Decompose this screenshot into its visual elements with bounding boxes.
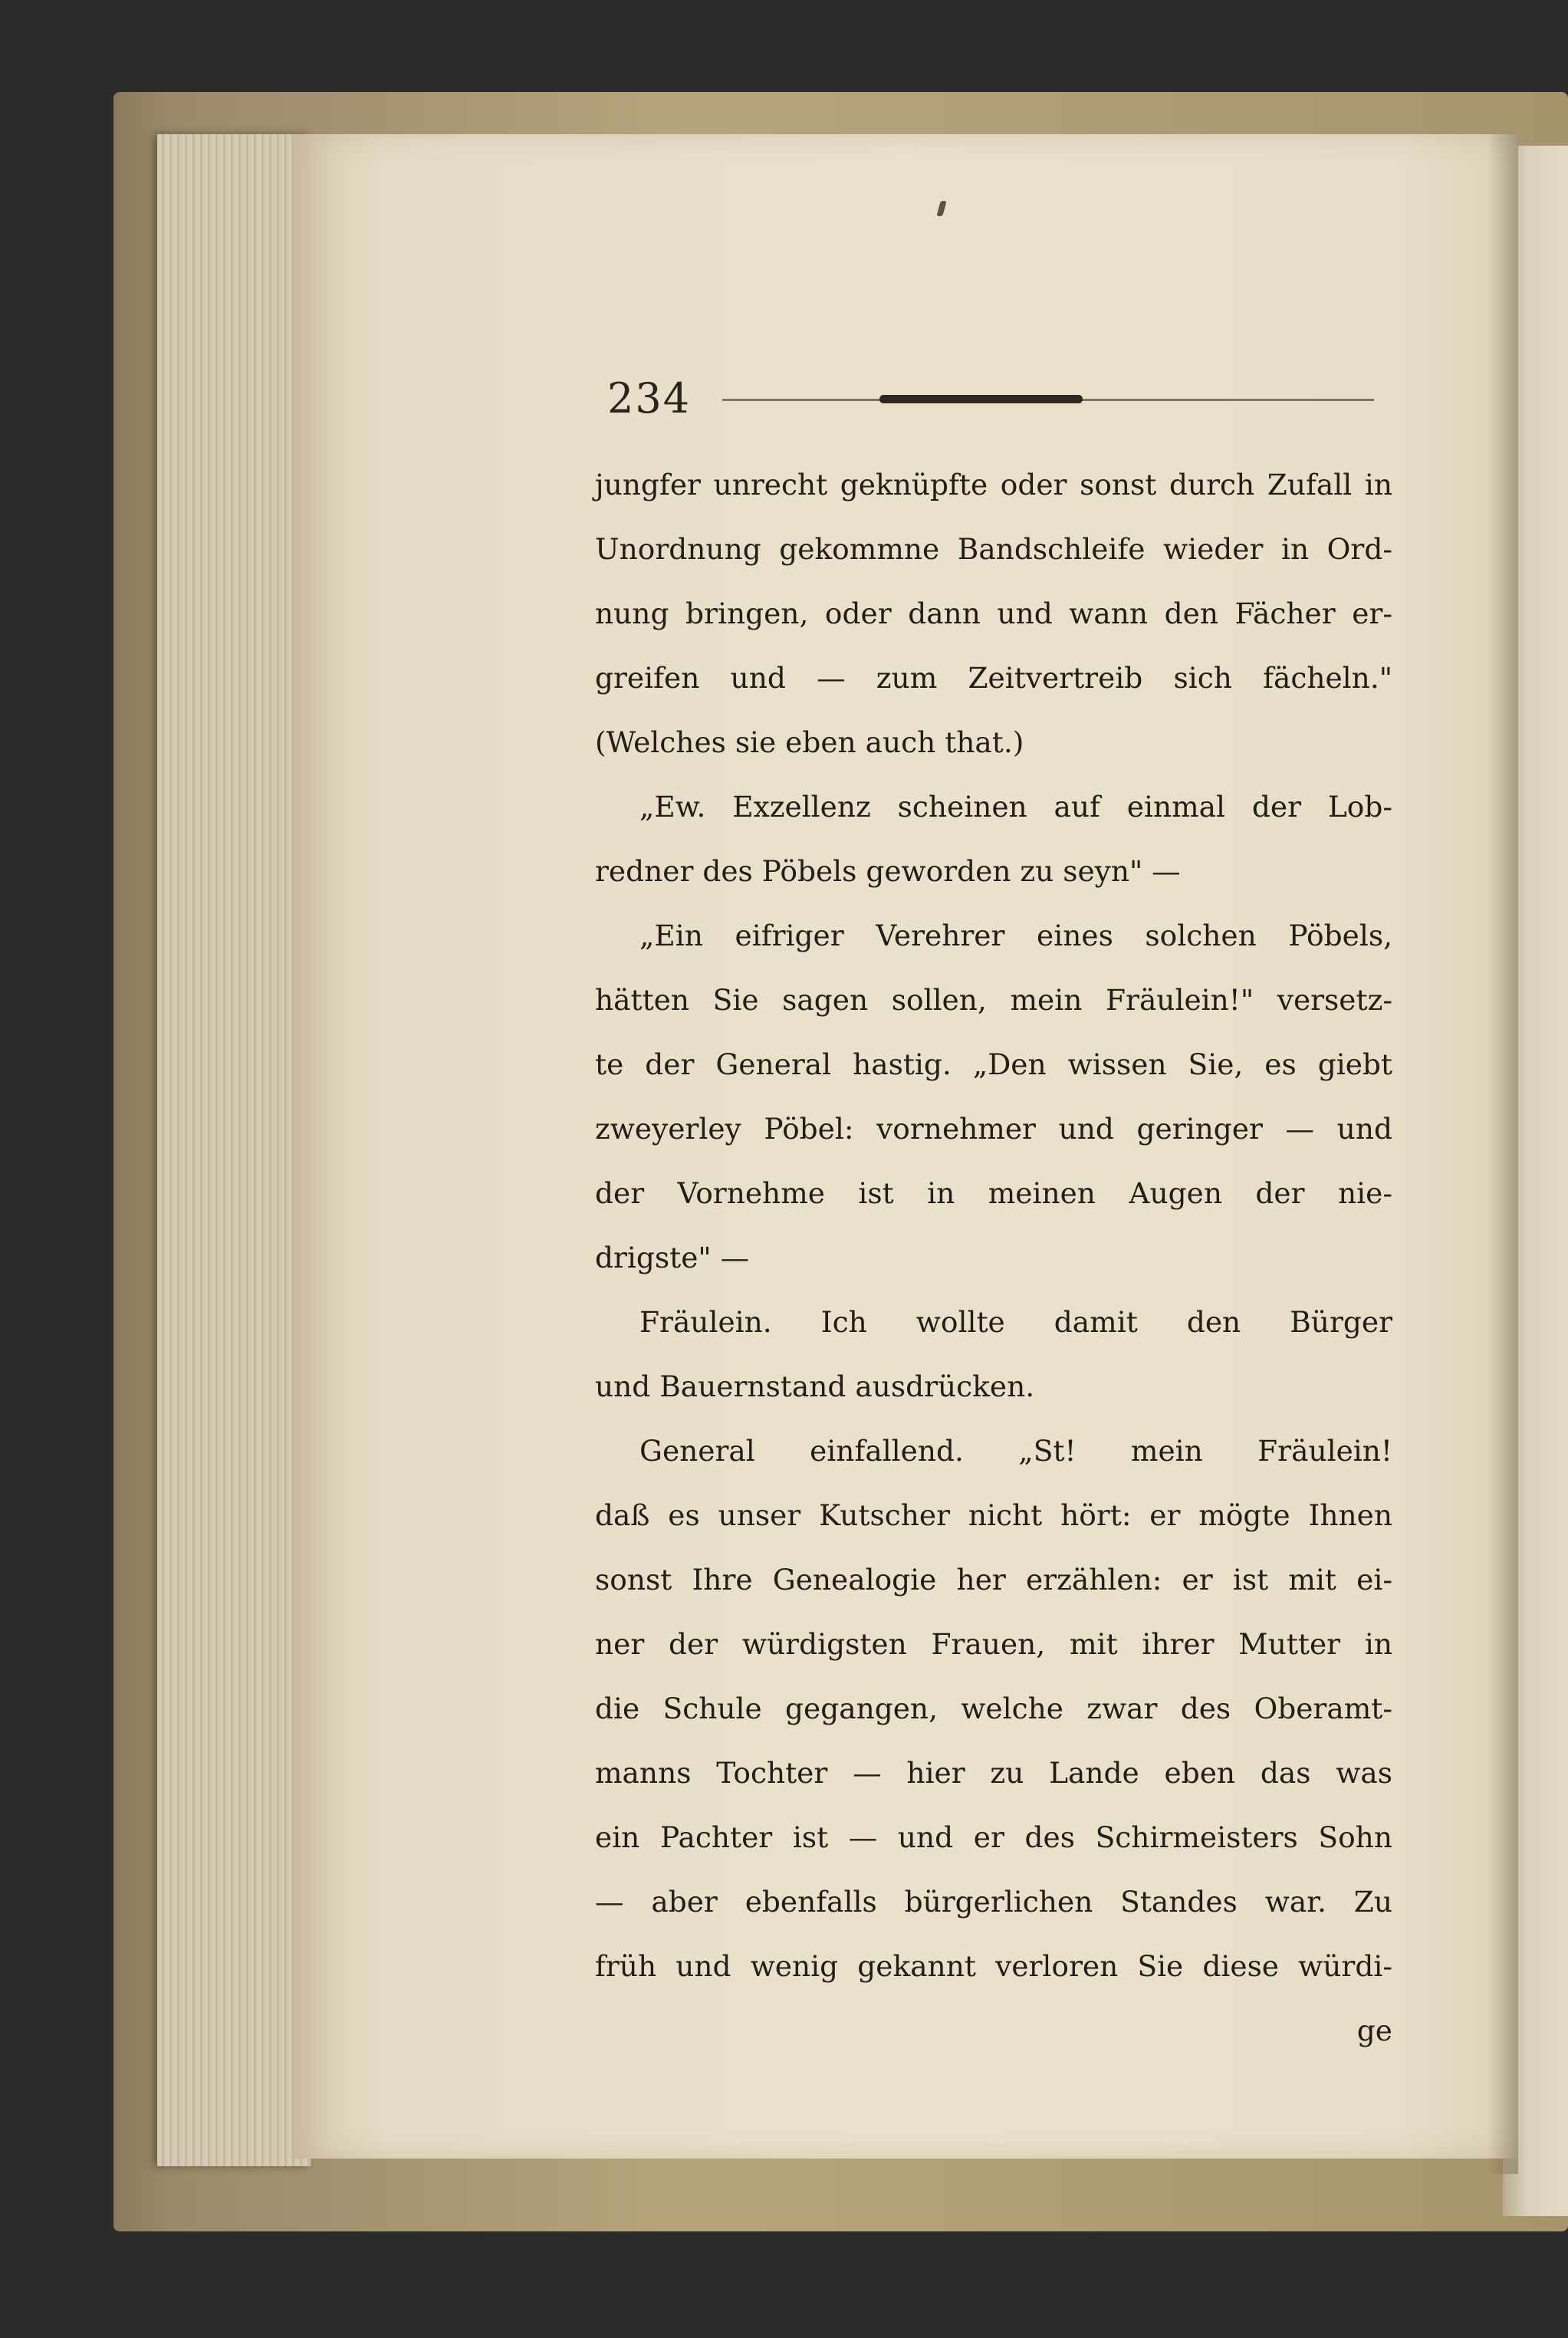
text-line: daß es unser Kutscher nicht hört: er mögte Ihnen xyxy=(595,1498,1392,1532)
gutter-shadow xyxy=(1487,134,1518,2174)
text-line: Fräulein. Ich wollte damit den Bürger xyxy=(639,1305,1392,1339)
text-line: redner des Pöbels geworden zu seyn" — xyxy=(595,854,1181,888)
text-line: manns Tochter — hier zu Lande eben das was xyxy=(595,1756,1392,1790)
text-line: drigste" — xyxy=(595,1241,750,1274)
text-line: greifen und — zum Zeitvertreib sich fächeln." xyxy=(595,661,1392,695)
text-line: — aber ebenfalls bürgerlichen Standes war. Zu xyxy=(595,1885,1392,1919)
text-line: die Schule gegangen, welche zwar des Oberamt- xyxy=(595,1692,1392,1725)
page-edges xyxy=(157,134,311,2166)
text-line: früh und wenig gekannt verloren Sie diese würdi- xyxy=(595,1949,1392,1983)
catchword: ge xyxy=(1356,2014,1392,2047)
text-line: jungfer unrecht geknüpfte oder sonst durch Zufall in xyxy=(595,468,1392,501)
text-line: General einfallend. „St! mein Fräulein! xyxy=(639,1434,1392,1468)
text-line: zweyerley Pöbel: vornehmer und geringer — und xyxy=(595,1112,1392,1146)
text-line: ner der würdigsten Frauen, mit ihrer Mutter in xyxy=(595,1627,1392,1661)
text-line: „Ew. Exzellenz scheinen auf einmal der Lob- xyxy=(639,790,1392,824)
body-text xyxy=(595,452,1392,2063)
text-line: nung bringen, oder dann und wann den Fächer er- xyxy=(595,597,1392,630)
header-rule-ornament xyxy=(879,395,1083,403)
text-line: „Ein eifriger Verehrer eines solchen Pöbels, xyxy=(639,919,1392,952)
text-line: der Vornehme ist in meinen Augen der nie- xyxy=(595,1176,1392,1210)
text-line: und Bauernstand ausdrücken. xyxy=(595,1370,1035,1403)
text-line: (Welches sie eben auch that.) xyxy=(595,725,1024,759)
text-line: ein Pachter ist — und er des Schirmeisters Sohn xyxy=(595,1820,1392,1854)
page-number: 234 xyxy=(607,374,692,423)
text-line: sonst Ihre Genealogie her erzählen: er ist mit ei- xyxy=(595,1563,1392,1596)
text-line: hätten Sie sagen sollen, mein Fräulein!" versetz- xyxy=(595,983,1392,1017)
running-header xyxy=(607,374,1382,423)
text-line: Unordnung gekommne Bandschleife wieder in Ord- xyxy=(595,532,1392,566)
text-line: te der General hastig. „Den wissen Sie, es giebt xyxy=(595,1047,1392,1081)
